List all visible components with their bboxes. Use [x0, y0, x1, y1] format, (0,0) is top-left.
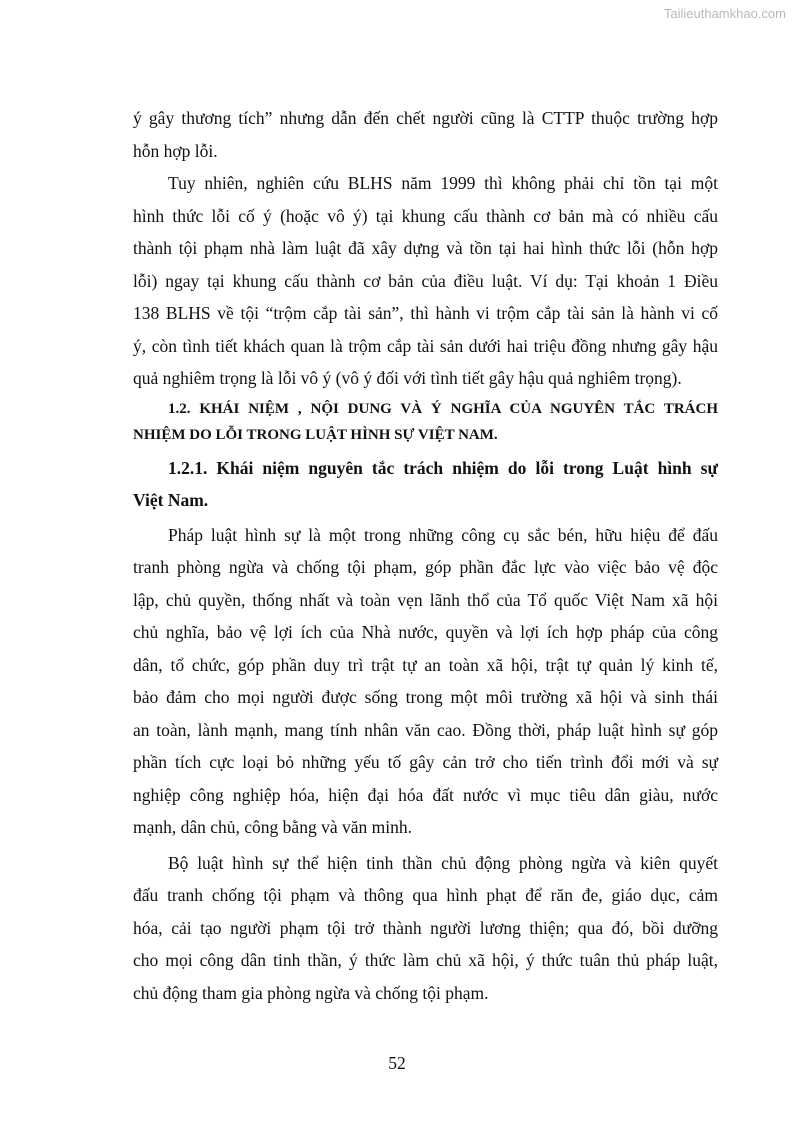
text-line: thành tội phạm nhà làm luật đã xây dựng và tồn tại hai hình thức lỗi (hỗn hợp — [133, 238, 718, 258]
text-line: phần tích cực loại bỏ những yếu tố gây cản trở cho tiến trình đổi mới và sự — [133, 752, 718, 772]
text-line: bảo đảm cho mọi người được sống trong một môi trường xã hội và sinh thái — [133, 687, 718, 707]
text-line: hình thức lỗi cố ý (hoặc vô ý) tại khung cấu thành cơ bản mà có nhiều cấu — [133, 205, 718, 226]
watermark-text: Tailieuthamkhao.com — [663, 6, 786, 21]
text-line: đấu tranh chống tội phạm và thông qua hình phạt để răn đe, giáo dục, cảm — [133, 885, 718, 905]
text-line: chủ nghĩa, bảo vệ lợi ích của Nhà nước, quyền và lợi ích hợp pháp của công — [133, 622, 718, 642]
text-line: lập, chủ quyền, thống nhất và toàn vẹn lãnh thổ của Tổ quốc Việt Nam xã hội — [133, 589, 718, 610]
text-line: an toàn, lành mạnh, mang tính nhân văn cao. Đồng thời, pháp luật hình sự góp — [133, 719, 718, 740]
text-line: ý, còn tình tiết khách quan là trộm cắp tài sản dưới hai triệu đồng nhưng gây hậu — [133, 335, 718, 356]
text-line: 138 BLHS về tội “trộm cắp tài sản”, thì hành vi trộm cắp tài sản là hành vi cố — [133, 303, 718, 323]
text-line: lỗi) ngay tại khung cấu thành cơ bản của điều luật. Ví dụ: Tại khoản 1 Điều — [133, 270, 718, 291]
text-line: Tuy nhiên, nghiên cứu BLHS năm 1999 thì không phải chỉ tồn tại một — [168, 173, 718, 193]
text-line: Pháp luật hình sự là một trong những công cụ sắc bén, hữu hiệu để đấu — [168, 524, 718, 545]
text-line: hóa, cải tạo người phạm tội trở thành người lương thiện; qua đó, bồi dưỡng — [133, 917, 718, 938]
paragraph-1 — [133, 102, 718, 167]
subsection-heading — [133, 452, 718, 516]
paragraph-4 — [133, 847, 718, 1010]
text-line: quả nghiêm trọng là lỗi vô ý (vô ý đối với tình tiết gây hậu quả nghiêm trọng). — [133, 368, 682, 388]
text-line: chủ động tham gia phòng ngừa và chống tội phạm. — [133, 982, 489, 1003]
text-line: ý gây thương tích” nhưng dẫn đến chết người cũng là CTTP thuộc trường hợp — [133, 108, 718, 128]
text-line: hỗn hợp lỗi. — [133, 140, 218, 161]
text-line: nghiệp công nghiệp hóa, hiện đại hóa đất nước vì mục tiêu dân giàu, nước — [133, 784, 718, 805]
paragraph-3 — [133, 519, 718, 844]
text-line: tranh phòng ngừa và chống tội phạm, góp phần đắc lực vào việc bảo vệ độc — [133, 557, 718, 577]
subsection-heading-line: Việt Nam. — [133, 489, 209, 510]
section-heading-line: 1.2. KHÁI NIỆM , NỘI DUNG VÀ Ý NGHĨA CỦA NGUYÊN TẮC TRÁCH — [168, 400, 718, 417]
section-heading-line: NHIỆM DO LỖI TRONG LUẬT HÌNH SỰ VIỆT NAM. — [133, 426, 498, 443]
subsection-heading-line: 1.2.1. Khái niệm nguyên tắc trách nhiệm do lỗi trong Luật hình sự — [168, 457, 718, 478]
paragraph-2 — [133, 167, 718, 395]
page-number: 52 — [388, 1053, 406, 1073]
text-line: mạnh, dân chủ, công bằng và văn minh. — [133, 817, 412, 837]
document-body — [133, 102, 718, 1009]
text-line: dân, tổ chức, góp phần duy trì trật tự an toàn xã hội, trật tự quản lý kinh tế, — [133, 654, 718, 675]
text-line: Bộ luật hình sự thể hiện tinh thần chủ động phòng ngừa và kiên quyết — [168, 852, 718, 873]
section-heading — [133, 396, 718, 448]
text-line: cho mọi công dân tinh thần, ý thức làm chủ xã hội, ý thức tuân thủ pháp luật, — [133, 950, 718, 970]
